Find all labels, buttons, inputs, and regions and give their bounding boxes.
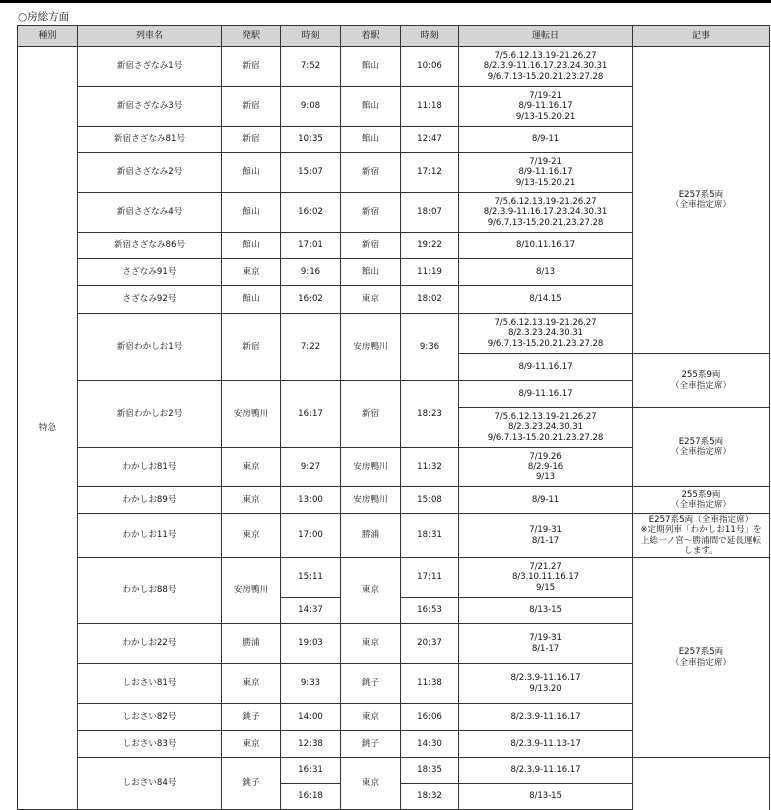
dep-time: 12:38 xyxy=(281,731,341,758)
arr-station: 安房鴨川 xyxy=(341,314,401,381)
header-arr-time: 時刻 xyxy=(401,26,459,47)
dep-time: 19:03 xyxy=(281,624,341,664)
note-cell: 255系9両 （全車指定席） xyxy=(633,487,770,514)
train-name: わかしお22号 xyxy=(78,624,222,664)
run-dates: 8/9-11 xyxy=(459,487,633,514)
dep-station: 新宿 xyxy=(222,47,281,87)
table-row xyxy=(18,758,770,784)
arr-station: 安房鴨川 xyxy=(341,448,401,487)
header-row xyxy=(18,26,770,47)
dep-station: 新宿 xyxy=(222,314,281,381)
run-dates: 7/21.27 8/3.10.11.16.17 9/15 xyxy=(459,558,633,598)
dep-time: 14:00 xyxy=(281,704,341,731)
train-name: 新宿さざなみ2号 xyxy=(78,153,222,193)
header-dep-station: 発駅 xyxy=(222,26,281,47)
run-dates: 8/13-15 xyxy=(459,784,633,810)
train-name: 新宿わかしお1号 xyxy=(78,314,222,381)
dep-station: 東京 xyxy=(222,448,281,487)
arr-time: 19:22 xyxy=(401,233,459,259)
run-dates: 8/10.11.16.17 xyxy=(459,233,633,259)
dep-station: 銚子 xyxy=(222,704,281,731)
timetable xyxy=(17,25,770,810)
train-name: しおさい82号 xyxy=(78,704,222,731)
dep-time: 16:17 xyxy=(281,381,341,448)
note-cell: 255系9両 （全車指定席） xyxy=(633,354,770,408)
dep-time: 17:01 xyxy=(281,233,341,259)
train-name: わかしお89号 xyxy=(78,487,222,514)
arr-station: 東京 xyxy=(341,286,401,314)
run-dates: 7/19-31 8/1-17 xyxy=(459,514,633,558)
dep-station: 館山 xyxy=(222,233,281,259)
train-name: さざなみ92号 xyxy=(78,286,222,314)
dep-station: 新宿 xyxy=(222,87,281,127)
train-name: 新宿さざなみ4号 xyxy=(78,193,222,233)
arr-time: 14:30 xyxy=(401,731,459,758)
run-dates: 7/19-31 8/1-17 xyxy=(459,624,633,664)
dep-station: 安房鴨川 xyxy=(222,558,281,624)
dep-station: 館山 xyxy=(222,153,281,193)
dep-station: 東京 xyxy=(222,514,281,558)
train-name: しおさい83号 xyxy=(78,731,222,758)
train-name: わかしお81号 xyxy=(78,448,222,487)
header-train: 列車名 xyxy=(78,26,222,47)
train-type-cell: 特急 xyxy=(18,47,78,810)
run-dates: 8/9-11.16.17 xyxy=(459,381,633,408)
note-cell: E257系5両 （全車指定席） xyxy=(633,558,770,758)
arr-station: 安房鴨川 xyxy=(341,487,401,514)
dep-time: 17:00 xyxy=(281,514,341,558)
dep-time: 15:07 xyxy=(281,153,341,193)
header-dep-time: 時刻 xyxy=(281,26,341,47)
run-dates: 7/5.6.12.13.19-21.26.27 8/2.3.9-11.16.17.23.24.30.31 9/6.7.13-15.20.21.23.27.28 xyxy=(459,47,633,87)
table-row xyxy=(18,558,770,598)
dep-station: 銚子 xyxy=(222,758,281,810)
header-notes: 記事 xyxy=(633,26,770,47)
train-name: しおさい84号 xyxy=(78,758,222,810)
arr-time: 18:32 xyxy=(401,784,459,810)
dep-time: 16:31 xyxy=(281,758,341,784)
arr-station: 銚子 xyxy=(341,731,401,758)
arr-time: 11:38 xyxy=(401,664,459,704)
train-name: 新宿さざなみ86号 xyxy=(78,233,222,259)
arr-time: 18:07 xyxy=(401,193,459,233)
table-row xyxy=(18,487,770,514)
run-dates: 7/19-21 8/9-11.16.17 9/13-15.20.21 xyxy=(459,153,633,193)
dep-time: 15:11 xyxy=(281,558,341,598)
arr-time: 11:19 xyxy=(401,259,459,286)
dep-time: 7:52 xyxy=(281,47,341,87)
run-dates: 7/5.6.12.13.19-21.26.27 8/2.3.23.24.30.31 9/6.7.13-15.20.21.23.27.28 xyxy=(459,314,633,354)
run-dates: 8/9-11 xyxy=(459,127,633,153)
train-name: しおさい81号 xyxy=(78,664,222,704)
arr-time: 17:11 xyxy=(401,558,459,598)
dep-station: 勝浦 xyxy=(222,624,281,664)
train-name: さざなみ91号 xyxy=(78,259,222,286)
run-dates: 7/5.6.12.13.19-21.26.27 8/2.3.23.24.30.31 9/6.7.13-15.20.21.23.27.28 xyxy=(459,408,633,448)
arr-station: 新宿 xyxy=(341,233,401,259)
dep-station: 新宿 xyxy=(222,127,281,153)
train-name: 新宿わかしお2号 xyxy=(78,381,222,448)
arr-station: 館山 xyxy=(341,127,401,153)
arr-station: 新宿 xyxy=(341,381,401,448)
arr-station: 新宿 xyxy=(341,193,401,233)
train-name: 新宿さざなみ81号 xyxy=(78,127,222,153)
arr-time: 20:37 xyxy=(401,624,459,664)
run-dates: 8/9-11.16.17 xyxy=(459,354,633,381)
dep-time: 16:18 xyxy=(281,784,341,810)
arr-station: 東京 xyxy=(341,704,401,731)
run-dates: 7/19.26 8/2.9-16 9/13 xyxy=(459,448,633,487)
arr-time: 9:36 xyxy=(401,314,459,381)
dep-time: 9:27 xyxy=(281,448,341,487)
arr-time: 16:53 xyxy=(401,598,459,624)
arr-time: 10:06 xyxy=(401,47,459,87)
train-name: 新宿さざなみ1号 xyxy=(78,47,222,87)
dep-time: 9:16 xyxy=(281,259,341,286)
arr-time: 18:35 xyxy=(401,758,459,784)
arr-time: 17:12 xyxy=(401,153,459,193)
dep-station: 館山 xyxy=(222,286,281,314)
note-cell: E257系5両（全車指定席） ※定期列車「わかしお11号」を 上総一ノ宮～勝浦間で延長運転 します。 xyxy=(633,514,770,558)
note-cell: E257系5両 （全車指定席） xyxy=(633,408,770,487)
table-row xyxy=(18,514,770,558)
arr-time: 16:06 xyxy=(401,704,459,731)
arr-station: 新宿 xyxy=(341,153,401,193)
arr-station: 東京 xyxy=(341,624,401,664)
arr-station: 館山 xyxy=(341,259,401,286)
run-dates: 8/2.3.9-11.13-17 xyxy=(459,731,633,758)
run-dates: 8/2.3.9-11.16.17 9/13.20 xyxy=(459,664,633,704)
arr-time: 18:02 xyxy=(401,286,459,314)
arr-station: 銚子 xyxy=(341,664,401,704)
dep-time: 13:00 xyxy=(281,487,341,514)
arr-station: 東京 xyxy=(341,758,401,810)
top-rule xyxy=(0,0,771,3)
header-type: 種別 xyxy=(18,26,78,47)
arr-time: 12:47 xyxy=(401,127,459,153)
dep-station: 東京 xyxy=(222,731,281,758)
table-row xyxy=(18,47,770,87)
header-arr-station: 着駅 xyxy=(341,26,401,47)
dep-time: 10:35 xyxy=(281,127,341,153)
arr-time: 11:32 xyxy=(401,448,459,487)
run-dates: 7/5.6.12.13.19-21.26.27 8/2.3.9-11.16.17.23.24.30.31 9/6.7.13-15.20.21.23.27.28 xyxy=(459,193,633,233)
arr-station: 勝浦 xyxy=(341,514,401,558)
run-dates: 8/2.3.9-11.16.17 xyxy=(459,704,633,731)
run-dates: 8/13-15 xyxy=(459,598,633,624)
section-title: ○房総方面 xyxy=(18,11,70,23)
dep-time: 9:08 xyxy=(281,87,341,127)
dep-station: 館山 xyxy=(222,193,281,233)
dep-station: 東京 xyxy=(222,487,281,514)
train-name: わかしお11号 xyxy=(78,514,222,558)
note-cell: E257系5両 （全車指定席） xyxy=(633,47,770,354)
run-dates: 7/19-21 8/9-11.16.17 9/13-15.20.21 xyxy=(459,87,633,127)
arr-time: 11:18 xyxy=(401,87,459,127)
arr-time: 18:31 xyxy=(401,514,459,558)
dep-station: 東京 xyxy=(222,259,281,286)
dep-time: 14:37 xyxy=(281,598,341,624)
dep-time: 9:33 xyxy=(281,664,341,704)
run-dates: 8/13 xyxy=(459,259,633,286)
arr-time: 18:23 xyxy=(401,381,459,448)
run-dates: 8/14.15 xyxy=(459,286,633,314)
header-dates: 運転日 xyxy=(459,26,633,47)
dep-time: 16:02 xyxy=(281,286,341,314)
arr-station: 東京 xyxy=(341,558,401,624)
arr-time: 15:08 xyxy=(401,487,459,514)
train-name: 新宿さざなみ3号 xyxy=(78,87,222,127)
train-name: わかしお88号 xyxy=(78,558,222,624)
dep-station: 東京 xyxy=(222,664,281,704)
dep-time: 7:22 xyxy=(281,314,341,381)
run-dates: 8/2.3.9-11.16.17 xyxy=(459,758,633,784)
arr-station: 館山 xyxy=(341,87,401,127)
arr-station: 館山 xyxy=(341,47,401,87)
dep-station: 安房鴨川 xyxy=(222,381,281,448)
dep-time: 16:02 xyxy=(281,193,341,233)
